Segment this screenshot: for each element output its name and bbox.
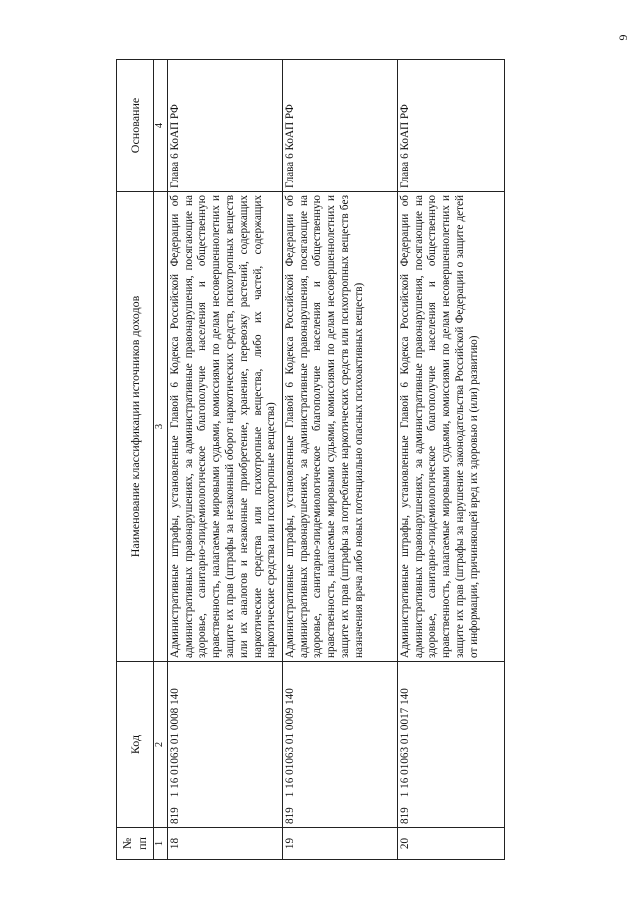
col-index: 1 — [154, 828, 168, 860]
page-number: 6 — [616, 34, 631, 41]
col-index: 3 — [154, 192, 168, 662]
row-num: 19 — [282, 828, 397, 860]
header-code: Код — [117, 662, 154, 828]
col-index: 4 — [154, 60, 168, 192]
admin-code: 819 — [283, 807, 296, 824]
row-name: Административные штрафы, установленные Главой 6 Кодекса Российской Федерации об административных правонарушениях, за административные правонарушения, посягающие на здоровье, санитарно-эпидемиологическое благополучие населения и общественную нравственность, налагаемые мировыми судьями, комиссиями по делам несовершеннолетних и защите их прав (штрафы за потребление наркотических средств или психотропных веществ без назначения врача либо новых потенциально опасных психоактивных веществ) — [282, 192, 397, 662]
table-row — [167, 60, 282, 860]
row-code-cell — [282, 662, 397, 828]
revenue-code: 1 16 01063 01 0017 140 — [398, 688, 411, 798]
row-basis: Глава 6 КоАП РФ — [167, 60, 282, 192]
row-num: 20 — [397, 828, 504, 860]
row-code-cell — [397, 662, 504, 828]
row-basis: Глава 6 КоАП РФ — [397, 60, 504, 192]
header-basis: Основание — [117, 60, 154, 192]
column-index-row — [154, 60, 168, 860]
row-num: 18 — [167, 828, 282, 860]
header-num: № пп — [117, 828, 154, 860]
revenue-code: 1 16 01063 01 0008 140 — [168, 688, 181, 798]
header-name: Наименование классификации источников доходов — [117, 192, 154, 662]
row-basis: Глава 6 КоАП РФ — [282, 60, 397, 192]
row-name: Административные штрафы, установленные Главой 6 Кодекса Российской Федерации об административных правонарушениях, за административные правонарушения, посягающие на здоровье, санитарно-эпидемиологическое благополучие населения и общественную нравственность, налагаемые мировыми судьями, комиссиями по делам несовершеннолетних и защите их прав (штрафы за незаконный оборот наркотических средств, психотропных веществ или их аналогов и незаконные приобретение, хранение, перевозку растений, содержащих наркотические средства или психотропные вещества, либо их частей, содержащих наркотические средства или психотропные вещества) — [167, 192, 282, 662]
revenue-code: 1 16 01063 01 0009 140 — [283, 688, 296, 798]
col-index: 2 — [154, 662, 168, 828]
table-row — [282, 60, 397, 860]
table-header-row — [117, 60, 154, 860]
table-row — [397, 60, 504, 860]
revenue-classification-table — [116, 59, 505, 860]
admin-code: 819 — [168, 807, 181, 824]
admin-code: 819 — [398, 807, 411, 824]
rotated-sheet — [116, 60, 616, 860]
row-code-cell — [167, 662, 282, 828]
row-name: Административные штрафы, установленные Главой 6 Кодекса Российской Федерации об административных правонарушениях, за административные правонарушения, посягающие на здоровье, санитарно-эпидемиологическое благополучие населения и общественную нравственность, налагаемые мировыми судьями, комиссиями по делам несовершеннолетних и защите их прав (штрафы за нарушение законодательства Российской Федерации о защите детей от информации, причиняющей вред их здоровью и (или) развитию) — [397, 192, 504, 662]
